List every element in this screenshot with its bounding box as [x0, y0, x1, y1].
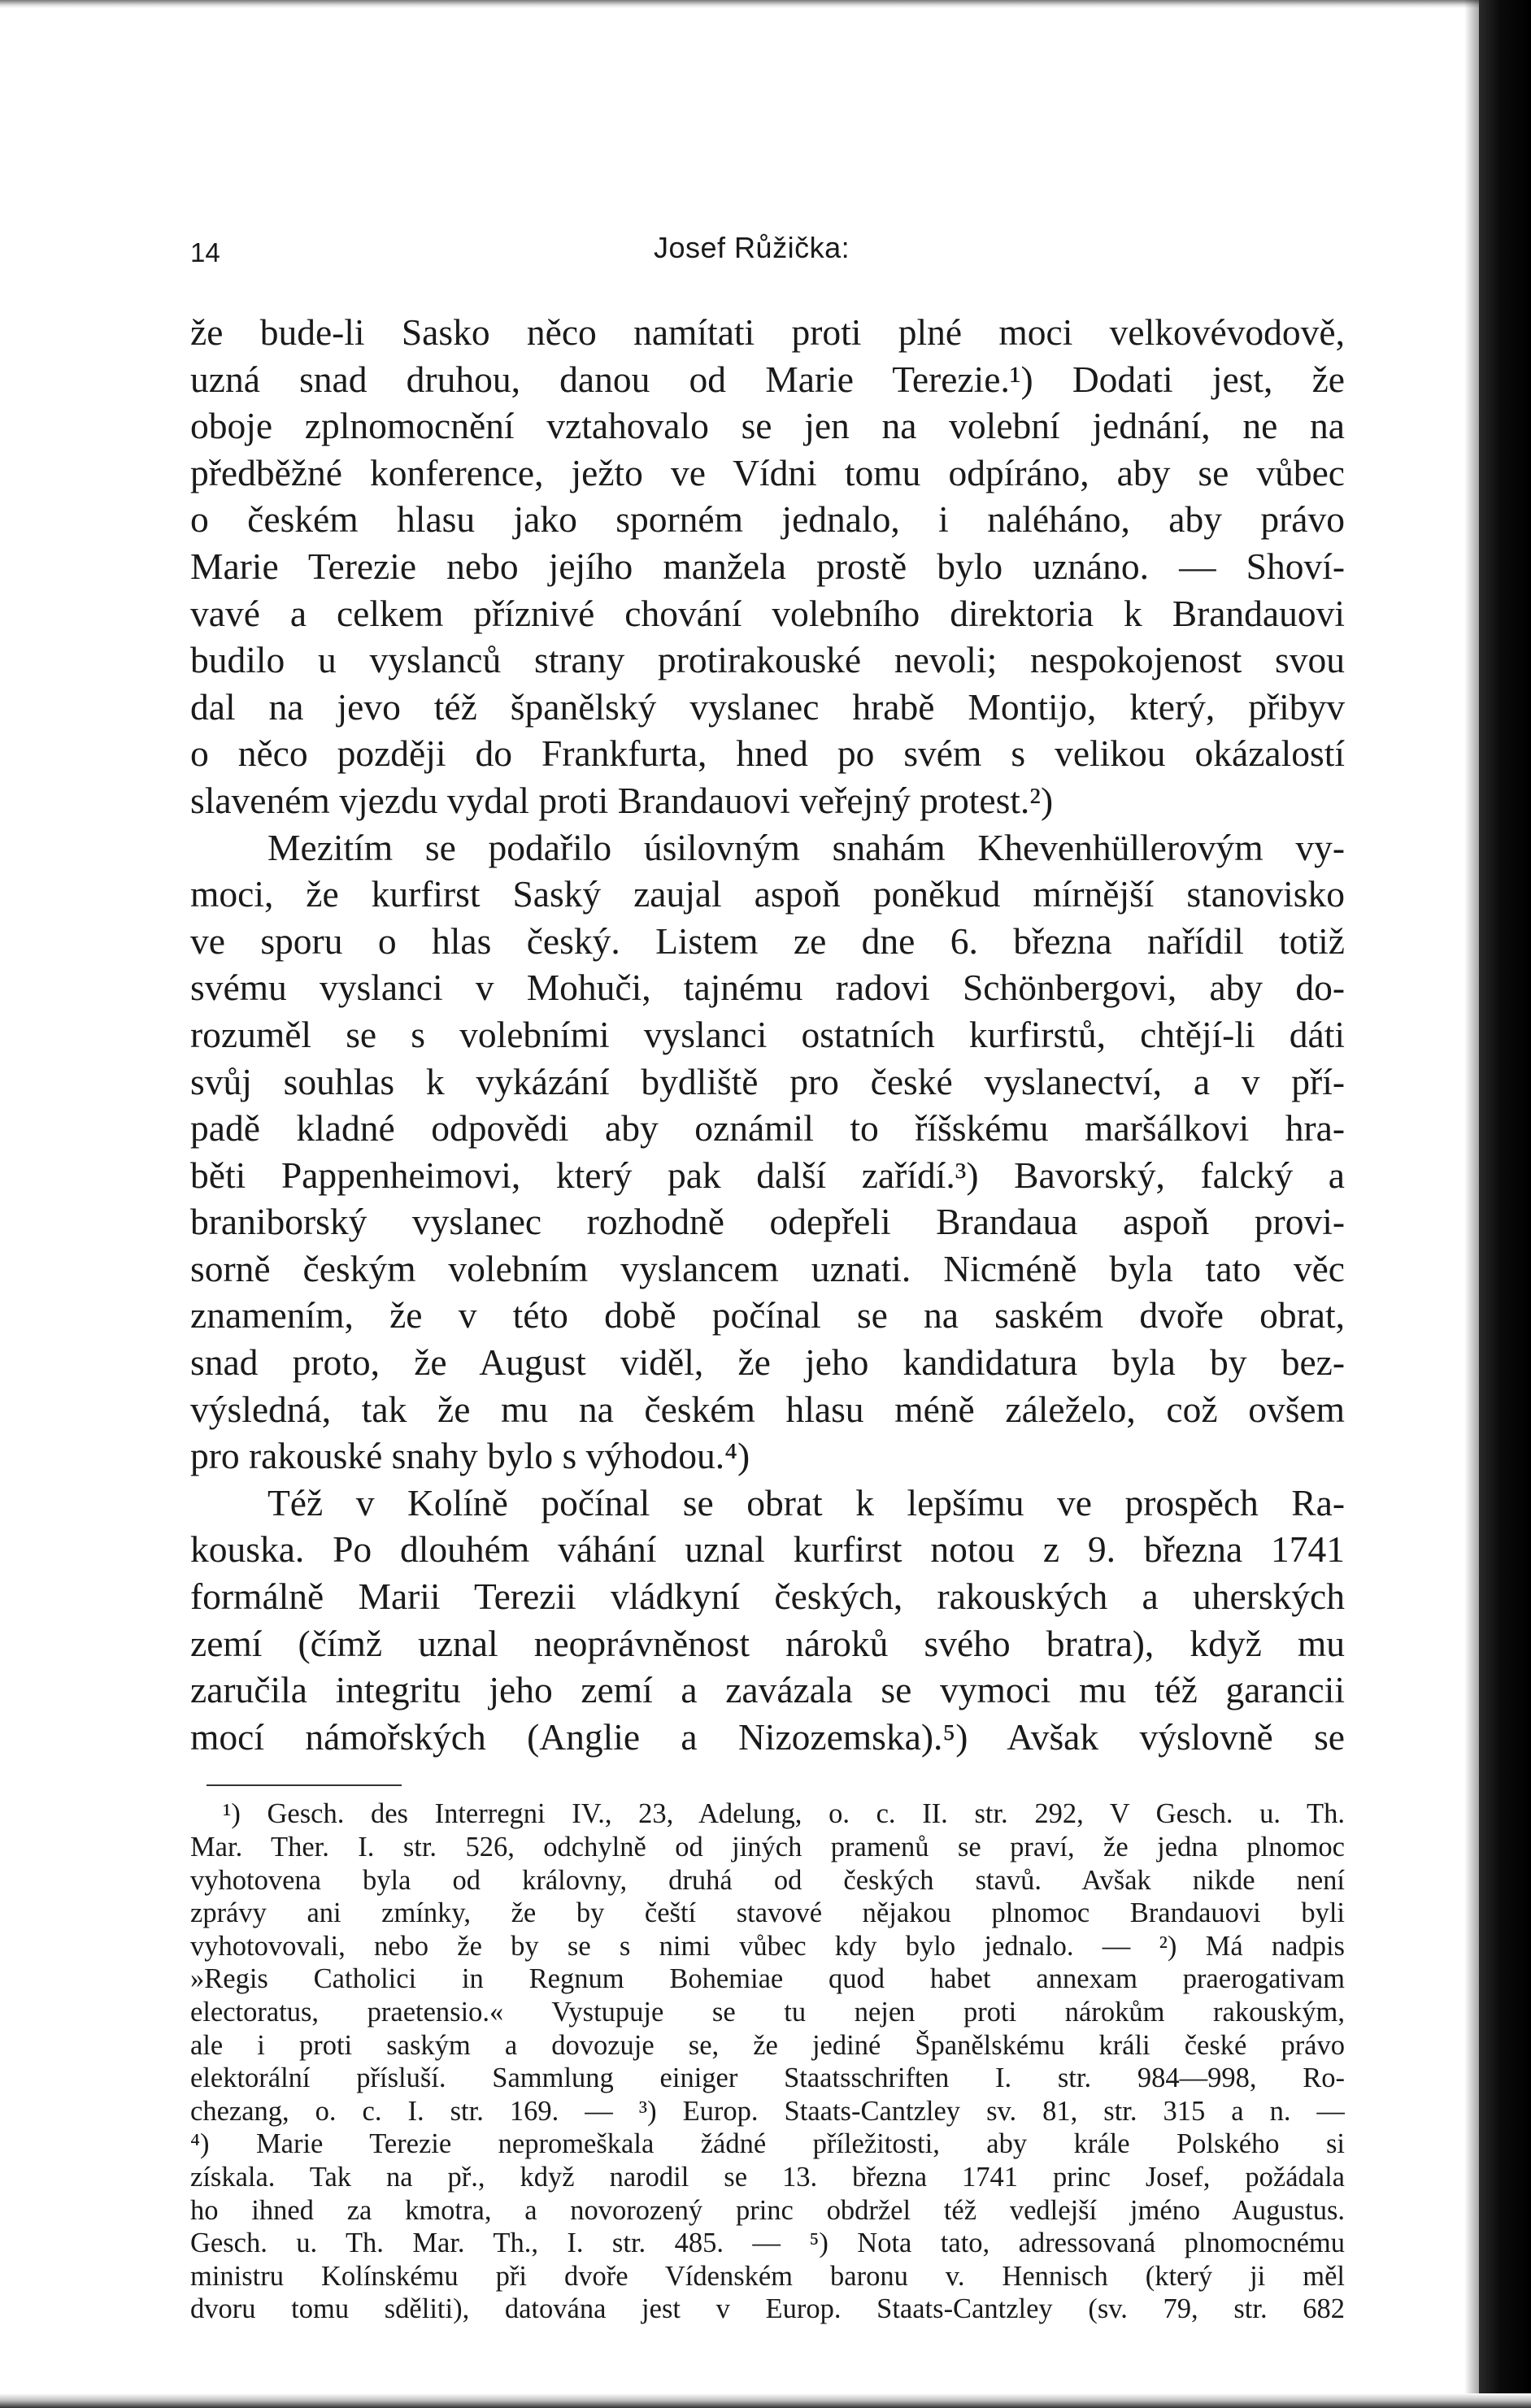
body-line: běti Pappenheimovi, který pak další zařídí.³) Bavorský, falcký a: [190, 1154, 1345, 1196]
running-head: Josef Růžička:: [654, 231, 850, 264]
body-line: svému vyslanci v Mohuči, tajnému radovi Schönbergovi, aby do-: [190, 967, 1345, 1009]
body-line: formálně Marii Terezii vládkyní českých, rakouských a uherských: [190, 1576, 1345, 1618]
footnote-line: vyhotovovali, nebo že by se s nimi vůbec kdy bylo jednalo. — ²) Má nadpis: [190, 1930, 1345, 1962]
body-line: Též v Kolíně počínal se obrat k lepšímu ve prospěch Ra-: [267, 1481, 1345, 1523]
footnote-line: získala. Tak na př., když narodil se 13. března 1741 princ Josef, požádala: [190, 2161, 1345, 2193]
footnote-line: dvoru tomu sděliti), datována jest v Europ. Staats-Cantzley (sv. 79, str. 682: [190, 2293, 1345, 2325]
footnote-line: zprávy ani zmínky, že by čeští stavové nějakou plnomoc Brandauovi byli: [190, 1897, 1345, 1929]
footnotes: [190, 1797, 1345, 2326]
footnote-line: chezang, o. c. I. str. 169. — ³) Europ. Staats-Cantzley sv. 81, str. 315 a n. —: [190, 2095, 1345, 2127]
page-header: [190, 220, 1345, 268]
footnote-line: Mar. Ther. I. str. 526, odchylně od jiných pramenů se praví, že jedna plnomoc: [190, 1832, 1345, 1863]
footnote-line: ¹) Gesch. des Interregni IV., 23, Adelung, o. c. II. str. 292, V Gesch. u. Th.: [223, 1798, 1345, 1830]
scan-edge-bottom: [0, 2393, 1531, 2408]
body-line: o českém hlasu jako sporném jednalo, i naléháno, aby právo: [190, 498, 1345, 541]
body-line: pro rakouské snahy bylo s výhodou.⁴): [190, 1435, 750, 1477]
body-line: slaveném vjezdu vydal proti Brandauovi veřejný protest.²): [190, 779, 1054, 821]
footnote-line: ale i proti saským a dovozuje se, že jediné Španělskému králi české právo: [190, 2029, 1345, 2061]
body-line: rozuměl se s volebními vyslanci ostatních kurfirstů, chtějí-li dáti: [190, 1013, 1345, 1055]
body-line: výsledná, tak že mu na českém hlasu méně záleželo, což ovšem: [190, 1388, 1345, 1430]
footnote-line: ministru Kolínskému při dvoře Vídenském baronu v. Hennisch (který ji měl: [190, 2260, 1345, 2292]
body-line: oboje zplnomocnění vztahovalo se jen na volební jednání, ne na: [190, 405, 1345, 447]
body-line: zemí (čímž uznal neoprávněnost nároků svého bratra), když mu: [190, 1622, 1345, 1664]
body-line: snad proto, že August viděl, že jeho kandidatura byla by bez-: [190, 1341, 1345, 1384]
body-line: ve sporu o hlas český. Listem ze dne 6. března nařídil totiž: [190, 919, 1345, 962]
body-line: kouska. Po dlouhém váhání uznal kurfirst notou z 9. března 1741: [190, 1528, 1345, 1571]
body-line: že bude-li Sasko něco namítati proti plné moci velkovévodově,: [190, 311, 1345, 353]
body-line: o něco později do Frankfurta, hned po svém s velikou okázalostí: [190, 732, 1345, 775]
body-line: mocí námořských (Anglie a Nizozemska).⁵) Avšak výslovně se: [190, 1715, 1345, 1758]
body-line: předběžné konference, ježto ve Vídni tomu odpíráno, aby se vůbec: [190, 451, 1345, 493]
page-number: 14: [190, 237, 220, 267]
body-line: zaručila integritu jeho zemí a zavázala se vymoci mu též garancii: [190, 1669, 1345, 1711]
footnote-line: ⁴) Marie Terezie nepromeškala žádné příležitosti, aby krále Polského si: [190, 2128, 1345, 2160]
body-text: [190, 309, 1345, 1760]
body-line: dal na jevo též španělský vyslanec hrabě Montijo, který, přibyv: [190, 685, 1345, 728]
footnote-line: Gesch. u. Th. Mar. Th., I. str. 485. — ⁵) Nota tato, adressovaná plnomocnému: [190, 2228, 1345, 2259]
footnote-line: electoratus, praetensio.« Vystupuje se tu nejen proti nárokům rakouským,: [190, 1996, 1345, 2028]
body-line: braniborský vyslanec rozhodně odepřeli Brandaua aspoň provi-: [190, 1201, 1345, 1243]
body-line: Mezitím se podařilo úsilovným snahám Khevenhüllerovým vy-: [267, 826, 1345, 868]
book-page: [190, 220, 1345, 2326]
body-line: Marie Terezie nebo jejího manžela prostě bylo uznáno. — Shoví-: [190, 545, 1345, 587]
footnote-line: elektorální přísluší. Sammlung einiger Staatsschriften I. str. 984—998, Ro-: [190, 2062, 1345, 2094]
body-line: budilo u vyslanců strany protirakouské nevoli; nespokojenost svou: [190, 639, 1345, 681]
body-line: vavé a celkem příznivé chování volebního direktoria k Brandauovi: [190, 592, 1345, 634]
body-line: uzná snad druhou, danou od Marie Terezie.¹) Dodati jest, že: [190, 358, 1345, 400]
body-line: moci, že kurfirst Saský zaujal aspoň poněkud mírnější stanovisko: [190, 873, 1345, 915]
footnote-divider: [207, 1784, 402, 1786]
footnote-line: ho ihned za kmotra, a novorozený princ obdržel též vedlejší jméno Augustus.: [190, 2194, 1345, 2226]
footnote-line: vyhotovena byla od královny, druhá od českých stavů. Avšak nikde není: [190, 1864, 1345, 1896]
body-line: svůj souhlas k vykázání bydliště pro české vyslanectví, a v pří-: [190, 1060, 1345, 1102]
footnote-line: »Regis Catholici in Regnum Bohemiae quod habet annexam praerogativam: [190, 1963, 1345, 1995]
scan-edge-top: [0, 0, 1531, 8]
body-line: padě kladné odpovědi aby oznámil to říšskému maršálkovi hra-: [190, 1107, 1345, 1150]
scan-edge-right: [1479, 0, 1531, 2408]
body-line: znamením, že v této době počínal se na saském dvoře obrat,: [190, 1294, 1345, 1337]
body-line: sorně českým volebním vyslancem uznati. Nicméně byla tato věc: [190, 1247, 1345, 1289]
